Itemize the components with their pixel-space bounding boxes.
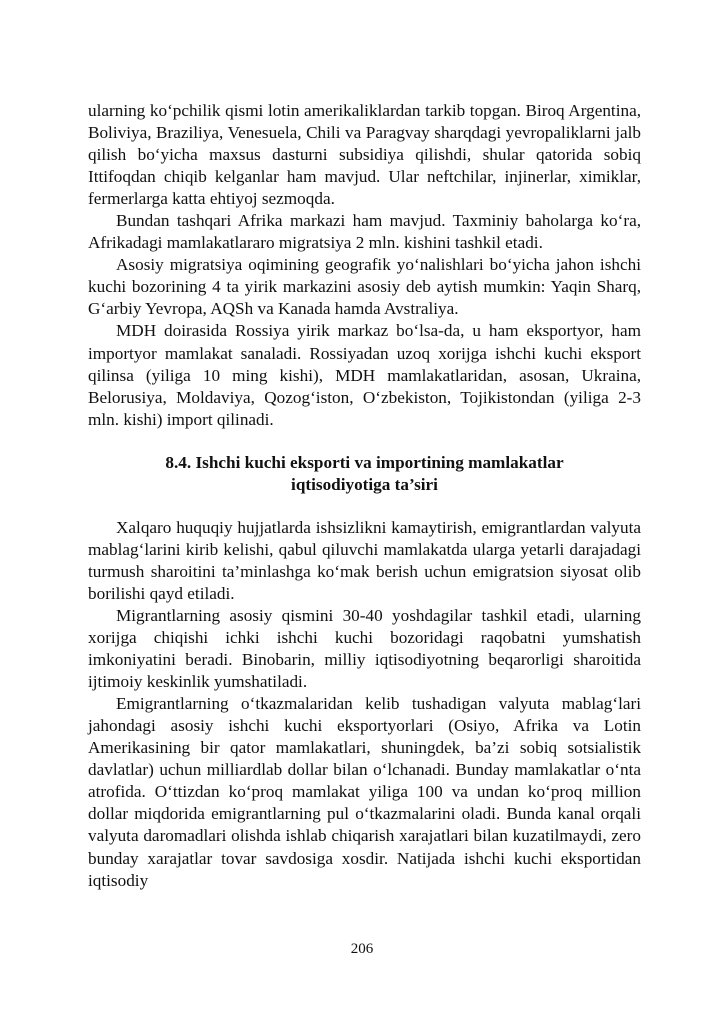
paragraph-cis-russia: MDH doirasida Rossiya yirik markaz bo‘lsa-da, u ham eksportyor, ham importyor mamlakat sanaladi. Rossiyadan uzoq xorijga ishchi kuchi eksport qilinsa (yiliga 10 ming kishi), MDH mamlakatlaridan, asosan, Ukraina, Belorusiya, Moldaviya, Qozog‘iston, O‘zbekiston, Tojikistondan (yiliga 2-3 mln. kishi) import qilinadi. xyxy=(88,321,641,429)
page-body xyxy=(88,100,641,892)
section-heading-line-2: iqtisodiyotiga ta’siri xyxy=(291,474,438,494)
section-heading xyxy=(88,452,641,496)
paragraph-continuation: ularning ko‘pchilik qismi lotin amerikaliklardan tarkib topgan. Biroq Argentina, Boliviya, Braziliya, Venesuela, Chili va Paragvay sharqdagi yevropaliklarni jalb qilish bo‘yicha maxsus dasturni subsidiya qilishdi, shular qatorida sobiq Ittifoqdan chiqib kelganlar ham mavjud. Ular neftchilar, injinerlar, ximiklar, fermerlarga katta ehtiyoj sezmoqda. xyxy=(88,101,641,209)
paragraph-legal-documents: Xalqaro huquqiy hujjatlarda ishsizlikni kamaytirish, emigrantlardan valyuta mablag‘larini kirib kelishi, qabul qiluvchi mamlakatda ularga yetarli darajadagi turmush sharoitini ta’minlashga ko‘mak berish uchun emigratsion siyosat olib borilishi qayd etiladi. xyxy=(88,517,641,603)
paragraph-remittances: Emigrantlarning o‘tkazmalaridan kelib tushadigan valyuta mablag‘lari jahondagi asosiy ishchi kuchi eksportyorlari (Osiyo, Afrika va Lotin Amerikasining bir qator mamlakatlari, shuningdek, ba’zi sobiq sotsialistik davlatlar) uchun milliardlab dollar bilan o‘lchanadi. Bunday mamlakatlar o‘nta atrofida. O‘ttizdan ko‘proq mamlakat yiliga 100 va undan ko‘proq million dollar miqdorida emigrantlarning pul o‘tkazmalarini oladi. Bunda kanal orqali valyuta daromadlari olishda ishlab chiqarish xarajatlari bilan kuzatilmaydi, zero bunday xarajatlar tovar savdosiga xosdir. Natijada ishchi kuchi eksportidan iqtisodiy xyxy=(88,694,641,890)
paragraph-africa-center: Bundan tashqari Afrika markazi ham mavjud. Taxminiy baholarga ko‘ra, Afrikadagi mamlakatlararo migratsiya 2 mln. kishini tashkil etadi. xyxy=(88,211,641,253)
page-number: 206 xyxy=(350,941,374,957)
paragraph-migration-centers: Asosiy migratsiya oqimining geografik yo‘nalishlari bo‘yicha jahon ishchi kuchi bozorining 4 ta yirik markazini asosiy deb aytish mumkin: Yaqin Sharq, G‘arbiy Yevropa, AQSh va Kanada hamda Avstraliya. xyxy=(88,255,641,319)
section-heading-line-1: 8.4. Ishchi kuchi eksporti va importining mamlakatlar xyxy=(165,452,564,472)
paragraph-migrant-age: Migrantlarning asosiy qismini 30-40 yoshdagilar tashkil etadi, ularning xorijga chiqishi ichki ishchi kuchi bozoridagi raqobatni yumshatish imkoniyatini beradi. Binobarin, milliy iqtisodiyotning beqarorligi sharoitida ijtimoiy keskinlik yumshatiladi. xyxy=(88,605,641,692)
